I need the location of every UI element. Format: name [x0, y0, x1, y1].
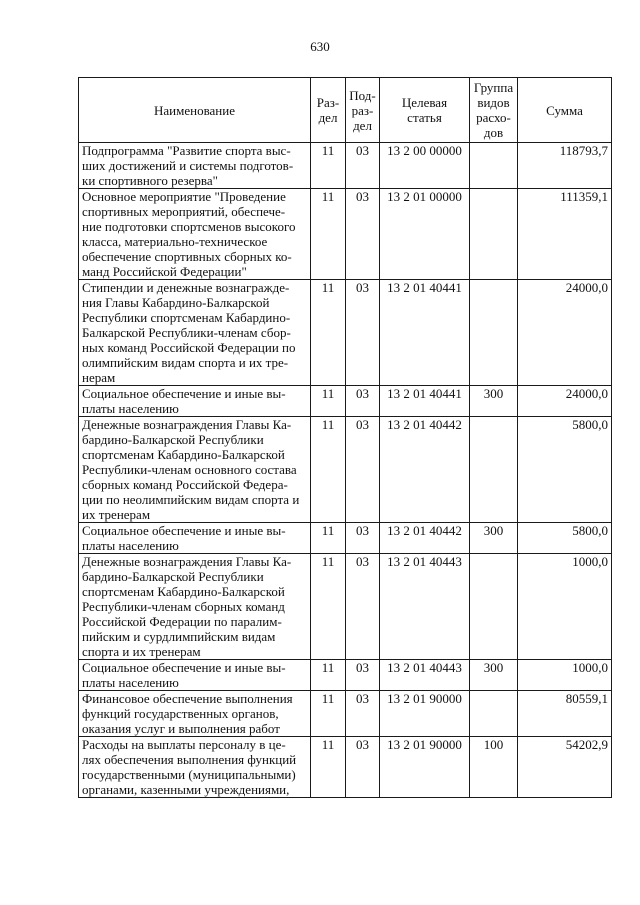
- table-row: [79, 737, 612, 798]
- cell-target: 13 2 01 90000: [380, 737, 470, 798]
- cell-name: Финансовое обеспечение выполнения функций государственных органов, оказания услуг и выполнения работ: [79, 691, 311, 737]
- cell-group: [470, 691, 518, 737]
- cell-target: 13 2 01 40443: [380, 660, 470, 691]
- cell-amount: 24000,0: [518, 280, 612, 386]
- cell-subsection: 03: [346, 417, 380, 523]
- cell-amount: 1000,0: [518, 660, 612, 691]
- cell-name: Стипендии и денежные вознагражде- ния Главы Кабардино-Балкарской Республики спортсменам Кабардино- Балкарской Республики-членам сбор- ных команд Российской Федерации по олимпийским видам спорта и их тре- нерам: [79, 280, 311, 386]
- cell-group: [470, 554, 518, 660]
- cell-amount: 118793,7: [518, 143, 612, 189]
- cell-section: 11: [311, 386, 346, 417]
- cell-target: 13 2 01 40442: [380, 523, 470, 554]
- cell-name: Расходы на выплаты персоналу в це- лях обеспечения выполнения функций государственными (муниципальными) органами, казенными учреждениями,: [79, 737, 311, 798]
- cell-target: 13 2 00 00000: [380, 143, 470, 189]
- cell-group: [470, 189, 518, 280]
- cell-name: Денежные вознаграждения Главы Ка- бардино-Балкарской Республики спортсменам Кабардино-Балкарской Республики-членам основного состава сборных команд Российской Федера- ции по неолимпийским видам спорта и их тренерам: [79, 417, 311, 523]
- cell-amount: 54202,9: [518, 737, 612, 798]
- cell-group: [470, 143, 518, 189]
- table-row: [79, 386, 612, 417]
- table-row: [79, 189, 612, 280]
- header-subsection: Под- раз- дел: [346, 78, 380, 143]
- cell-subsection: 03: [346, 691, 380, 737]
- cell-section: 11: [311, 554, 346, 660]
- cell-group: 300: [470, 660, 518, 691]
- cell-section: 11: [311, 660, 346, 691]
- cell-group: 300: [470, 523, 518, 554]
- header-row: [79, 78, 612, 143]
- cell-group: 100: [470, 737, 518, 798]
- cell-section: 11: [311, 189, 346, 280]
- cell-amount: 111359,1: [518, 189, 612, 280]
- budget-table: [78, 77, 612, 798]
- cell-section: 11: [311, 280, 346, 386]
- header-amount: Сумма: [518, 78, 612, 143]
- table-row: [79, 660, 612, 691]
- header-group: Группа видов расхо- дов: [470, 78, 518, 143]
- cell-name: Социальное обеспечение и иные вы- платы населению: [79, 523, 311, 554]
- table-row: [79, 554, 612, 660]
- cell-section: 11: [311, 143, 346, 189]
- cell-section: 11: [311, 417, 346, 523]
- cell-subsection: 03: [346, 189, 380, 280]
- cell-group: 300: [470, 386, 518, 417]
- cell-amount: 1000,0: [518, 554, 612, 660]
- cell-target: 13 2 01 40442: [380, 417, 470, 523]
- header-target: Целевая статья: [380, 78, 470, 143]
- cell-subsection: 03: [346, 554, 380, 660]
- cell-target: 13 2 01 40441: [380, 280, 470, 386]
- cell-name: Подпрограмма "Развитие спорта выс- ших достижений и системы подготов- ки спортивного резерва": [79, 143, 311, 189]
- cell-subsection: 03: [346, 143, 380, 189]
- cell-subsection: 03: [346, 660, 380, 691]
- cell-name: Основное мероприятие "Проведение спортивных мероприятий, обеспече- ние подготовки спортсменов высокого класса, материально-техническое обеспечение спортивных сборных ко- манд Российской Федерации": [79, 189, 311, 280]
- cell-target: 13 2 01 40441: [380, 386, 470, 417]
- table-body: [79, 143, 612, 798]
- header-section: Раз- дел: [311, 78, 346, 143]
- table-row: [79, 280, 612, 386]
- cell-target: 13 2 01 40443: [380, 554, 470, 660]
- cell-subsection: 03: [346, 386, 380, 417]
- cell-amount: 5800,0: [518, 523, 612, 554]
- table-header: [79, 78, 612, 143]
- table-row: [79, 417, 612, 523]
- header-name: Наименование: [79, 78, 311, 143]
- cell-group: [470, 417, 518, 523]
- cell-amount: 80559,1: [518, 691, 612, 737]
- cell-section: 11: [311, 523, 346, 554]
- cell-subsection: 03: [346, 280, 380, 386]
- table-row: [79, 523, 612, 554]
- page-bottom-margin: [0, 862, 640, 905]
- cell-amount: 5800,0: [518, 417, 612, 523]
- cell-subsection: 03: [346, 737, 380, 798]
- cell-section: 11: [311, 737, 346, 798]
- cell-name: Социальное обеспечение и иные вы- платы населению: [79, 386, 311, 417]
- cell-amount: 24000,0: [518, 386, 612, 417]
- cell-section: 11: [311, 691, 346, 737]
- table-row: [79, 691, 612, 737]
- page-number: 630: [310, 39, 330, 54]
- cell-group: [470, 280, 518, 386]
- cell-subsection: 03: [346, 523, 380, 554]
- cell-target: 13 2 01 90000: [380, 691, 470, 737]
- table-row: [79, 143, 612, 189]
- cell-name: Социальное обеспечение и иные вы- платы населению: [79, 660, 311, 691]
- cell-name: Денежные вознаграждения Главы Ка- бардино-Балкарской Республики спортсменам Кабардино-Балкарской Республики-членам сборных команд Российской Федерации по паралим- пийским и сурдлимпийским видам спорта и их тренерам: [79, 554, 311, 660]
- cell-target: 13 2 01 00000: [380, 189, 470, 280]
